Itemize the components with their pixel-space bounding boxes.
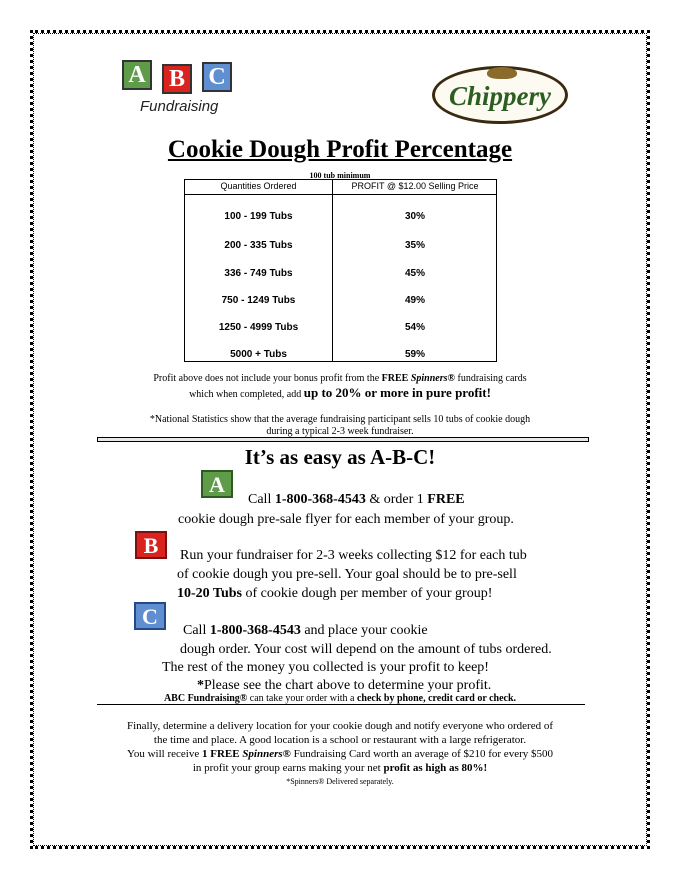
block-c-icon: C xyxy=(134,602,166,630)
spinners-brand: Spinners® xyxy=(410,373,455,384)
table-header-profit: PROFIT @ $12.00 Selling Price xyxy=(351,181,479,191)
bonus-highlight: up to 20% or more in pure profit! xyxy=(303,385,491,400)
finally-text: in profit your group earns making your net xyxy=(192,762,384,774)
table-row-quantity: 1250 - 4999 Tubs xyxy=(218,322,299,333)
finally-line1: Finally, determine a delivery location for your cookie dough and notify everyone who ordered of xyxy=(126,720,553,732)
profit-highlight: profit as high as 80%! xyxy=(383,762,488,774)
finally-line3 xyxy=(0,747,680,761)
bonus-text: which when completed, add xyxy=(189,389,304,400)
table-row-profit: 35% xyxy=(404,240,425,251)
step-free: FREE xyxy=(427,492,465,507)
abc-brand: ABC Fundraising® xyxy=(163,693,248,704)
table-row-profit: 54% xyxy=(404,322,425,333)
step-c-line3: The rest of the money you collected is your profit to keep! xyxy=(162,660,489,675)
phone-number: 1-800-368-4543 xyxy=(274,492,366,507)
finally-line2: the time and place. A good location is a school or restaurant with a large refrigerator. xyxy=(153,734,527,746)
step-c-line1 xyxy=(183,621,428,640)
bonus-note-line2 xyxy=(0,386,680,402)
step-text: of cookie dough per member of your group! xyxy=(241,586,493,601)
order-options: check by phone, credit card or check. xyxy=(356,693,517,704)
bonus-note-line1 xyxy=(0,372,680,386)
table-row-quantity: 750 - 1249 Tubs xyxy=(221,295,296,306)
step-b-line3 xyxy=(177,584,492,603)
bonus-text: fundraising cards xyxy=(454,373,527,384)
step-text: Please see the chart above to determine your profit. xyxy=(204,678,492,693)
step-text: Call xyxy=(248,492,275,507)
spinners-brand: Spinners® xyxy=(242,748,291,760)
chippery-logo xyxy=(432,66,568,124)
chippery-logo-text: Chippery xyxy=(448,81,551,111)
step-b-line2: of cookie dough you pre-sell. Your goal should be to pre-sell xyxy=(177,567,517,582)
asterisk: * xyxy=(197,678,204,693)
logo-block-b: B xyxy=(162,64,192,94)
finally-free: 1 FREE xyxy=(201,748,243,760)
step-text: Call xyxy=(183,623,210,638)
table-row-profit: 59% xyxy=(404,349,425,360)
table-row-quantity: 200 - 335 Tubs xyxy=(224,240,293,251)
divider-rule xyxy=(97,704,585,705)
bonus-text: Profit above does not include your bonus profit from the xyxy=(153,373,382,384)
profit-table xyxy=(184,179,497,362)
finally-line4 xyxy=(0,761,680,775)
chef-hat-icon xyxy=(487,67,517,79)
finally-text: Fundraising Card worth an average of $210 for every $500 xyxy=(290,748,553,760)
table-header-rule xyxy=(185,194,496,195)
logo-block-c: C xyxy=(202,62,232,92)
step-text: & order 1 xyxy=(365,492,428,507)
abc-logo-caption: Fundraising xyxy=(140,98,219,115)
stats-line1: *National Statistics show that the average fundraising participant sells 10 tubs of cookie dough xyxy=(149,414,531,425)
minimum-note: 100 tub minimum xyxy=(309,171,371,180)
step-a-line1 xyxy=(248,490,465,509)
table-row-quantity: 5000 + Tubs xyxy=(230,349,287,360)
step-c-line2: dough order. Your cost will depend on the amount of tubs ordered. xyxy=(180,642,552,657)
block-a-icon: A xyxy=(201,470,233,498)
table-row-quantity: 100 - 199 Tubs xyxy=(224,211,293,222)
step-text: and place your cookie xyxy=(300,623,428,638)
order-text: can take your order with a xyxy=(247,693,357,704)
table-header-quantity: Quantities Ordered xyxy=(220,181,297,191)
abc-heading: It’s as easy as A-B-C! xyxy=(244,445,436,469)
abc-fundraising-logo xyxy=(120,58,238,118)
step-b-line1: Run your fundraiser for 2-3 weeks collecting $12 for each tub xyxy=(180,548,527,563)
table-row-profit: 45% xyxy=(404,268,425,279)
block-b-icon: B xyxy=(135,531,167,559)
tub-goal: 10-20 Tubs xyxy=(177,586,242,601)
spinners-footnote: *Spinners® Delivered separately. xyxy=(286,777,394,786)
page-title: Cookie Dough Profit Percentage xyxy=(167,136,513,163)
table-row-profit: 30% xyxy=(404,211,425,222)
finally-text: You will receive xyxy=(127,748,202,760)
table-row-quantity: 336 - 749 Tubs xyxy=(224,268,293,279)
bonus-free: FREE xyxy=(381,373,411,384)
stats-line2: during a typical 2-3 week fundraiser. xyxy=(266,426,414,437)
table-row-profit: 49% xyxy=(404,295,425,306)
phone-number: 1-800-368-4543 xyxy=(209,623,301,638)
step-a-line2: cookie dough pre-sale flyer for each member of your group. xyxy=(178,512,514,527)
section-divider xyxy=(97,437,589,442)
logo-block-a: A xyxy=(122,60,152,90)
